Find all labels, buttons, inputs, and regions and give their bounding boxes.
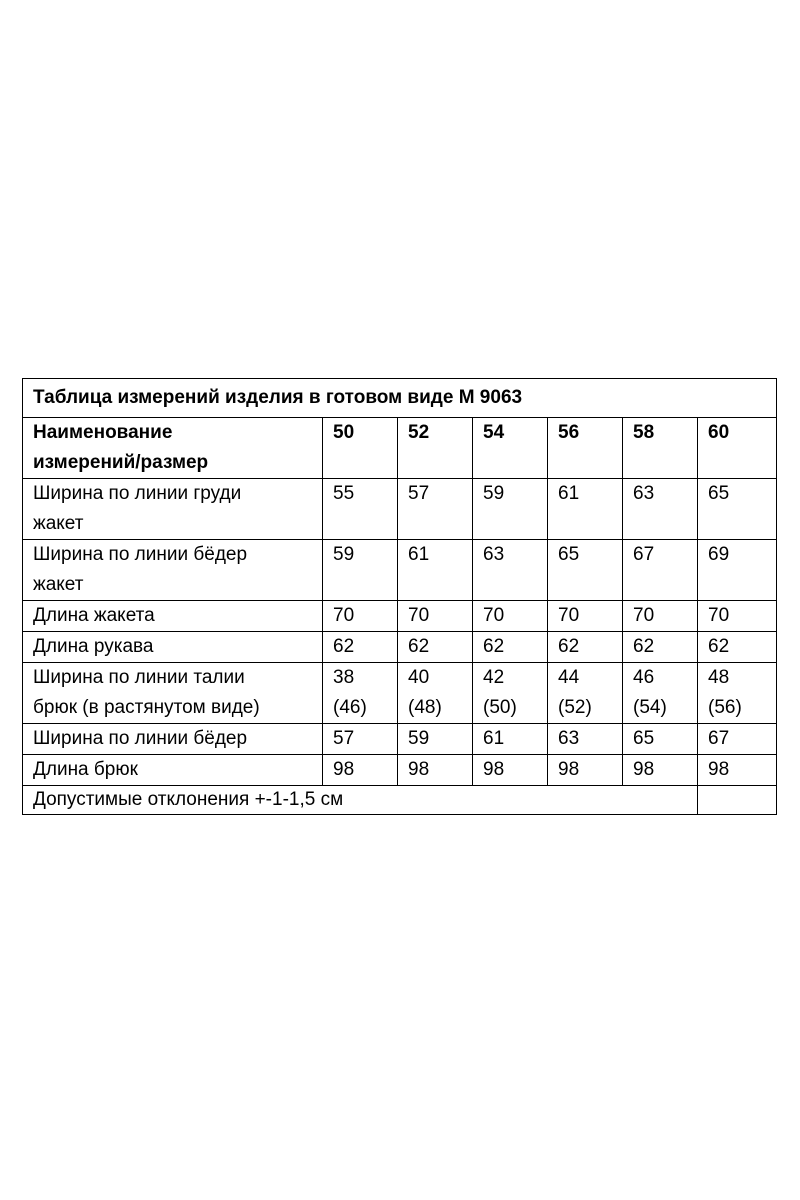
table-title: Таблица измерений изделия в готовом виде М 9063 [23,379,777,418]
header-label-line1: Наименование [33,422,173,443]
measurement-name-line2: брюк (в растянутом виде) [33,697,260,718]
table-row [23,601,777,632]
measurement-value [398,663,473,724]
measurement-value-main: 42 [483,667,505,688]
measurement-value: 62 [623,632,698,663]
header-size: 56 [548,418,623,479]
table-row [23,632,777,663]
measurement-name-line2: жакет [33,513,84,534]
measurement-name: Длина жакета [23,601,323,632]
table-row [23,479,777,540]
measurement-value: 55 [323,479,398,540]
measurement-value: 98 [698,755,777,786]
measurement-name-line2: жакет [33,574,84,595]
measurement-name-line1: Ширина по линии груди [33,483,242,504]
measurement-value: 63 [473,540,548,601]
measurement-value-main: 48 [708,667,730,688]
header-size: 60 [698,418,777,479]
measurement-value-stretched: (54) [633,697,667,718]
measurement-value-main: 44 [558,667,580,688]
measurement-value-stretched: (56) [708,697,742,718]
measurement-value [548,663,623,724]
measurement-name [23,663,323,724]
measurement-name: Длина рукава [23,632,323,663]
measurement-value: 62 [548,632,623,663]
measurement-value: 59 [398,724,473,755]
measurement-value: 62 [698,632,777,663]
table-row [23,663,777,724]
measurement-value: 70 [323,601,398,632]
measurement-value [623,663,698,724]
measurement-value: 70 [473,601,548,632]
measurement-value [698,663,777,724]
measurement-value: 70 [623,601,698,632]
measurement-value: 98 [398,755,473,786]
table-row [23,540,777,601]
measurement-value [323,663,398,724]
measurement-value: 69 [698,540,777,601]
measurement-value: 98 [473,755,548,786]
measurement-value: 63 [623,479,698,540]
measurement-value: 98 [623,755,698,786]
header-size: 50 [323,418,398,479]
measurement-value [473,663,548,724]
measurement-value: 98 [548,755,623,786]
measurement-value: 65 [698,479,777,540]
measurement-value: 62 [473,632,548,663]
measurement-name-line1: Ширина по линии талии [33,667,245,688]
measurement-value: 61 [548,479,623,540]
measurement-value: 59 [323,540,398,601]
measurement-value: 57 [398,479,473,540]
measurement-value: 61 [473,724,548,755]
table-row [23,724,777,755]
header-label-line2: измерений/размер [33,452,209,473]
measurement-value: 57 [323,724,398,755]
header-size: 52 [398,418,473,479]
measurement-table [22,378,777,815]
measurement-value: 67 [623,540,698,601]
measurement-value-stretched: (50) [483,697,517,718]
table-header-row [23,418,777,479]
measurement-value: 65 [623,724,698,755]
header-label [23,418,323,479]
measurement-value-stretched: (52) [558,697,592,718]
measurement-value-stretched: (48) [408,697,442,718]
measurement-value: 59 [473,479,548,540]
measurement-value-main: 38 [333,667,355,688]
measurement-value: 62 [323,632,398,663]
measurement-value: 70 [548,601,623,632]
measurement-value-main: 46 [633,667,655,688]
header-size: 58 [623,418,698,479]
measurement-value: 67 [698,724,777,755]
measurement-name [23,540,323,601]
measurement-value: 70 [698,601,777,632]
measurement-value: 61 [398,540,473,601]
header-size: 54 [473,418,548,479]
measurement-name [23,479,323,540]
table-title-row [23,379,777,418]
empty-cell [698,786,777,815]
measurement-name: Ширина по линии бёдер [23,724,323,755]
table-row [23,755,777,786]
measurement-value-main: 40 [408,667,430,688]
measurement-value: 62 [398,632,473,663]
measurement-name-line1: Ширина по линии бёдер [33,544,248,565]
measurement-name: Длина брюк [23,755,323,786]
measurement-value: 70 [398,601,473,632]
measurement-value-stretched: (46) [333,697,367,718]
table-footer-row [23,786,777,815]
measurement-value: 65 [548,540,623,601]
measurement-value: 98 [323,755,398,786]
measurement-value: 63 [548,724,623,755]
tolerance-note: Допустимые отклонения +-1-1,5 см [23,786,698,815]
